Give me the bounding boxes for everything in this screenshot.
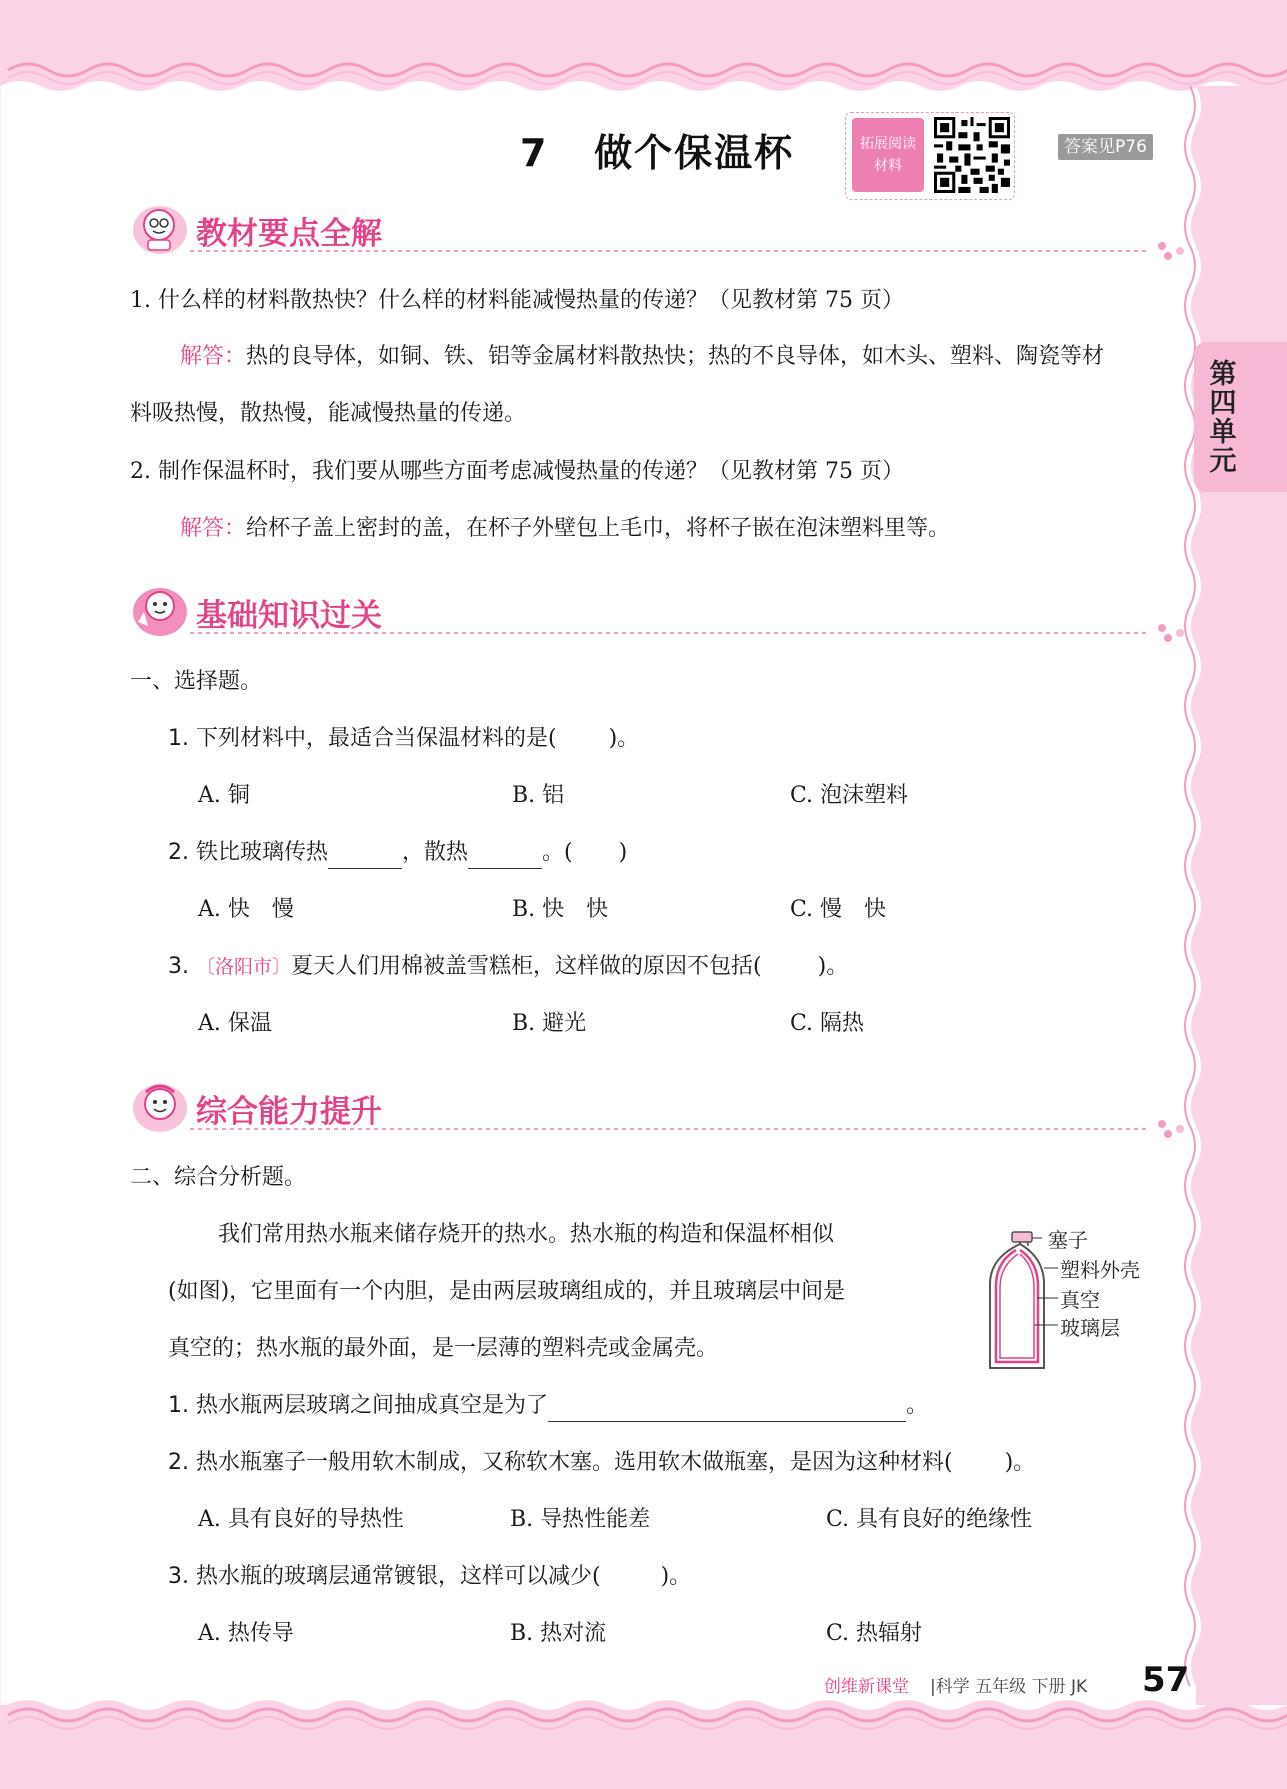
fill-blank[interactable] (548, 1391, 906, 1422)
part2-question-2 (168, 1448, 1035, 1478)
section-title: 教材要点全解 (196, 216, 382, 252)
option-b[interactable]: B. 导热性能差 (510, 1507, 651, 1532)
key-point-answer-2 (180, 514, 950, 544)
key-point-answer-1 (180, 342, 1104, 372)
question-number: 2. (168, 840, 189, 865)
option-b[interactable]: B. 避光 (512, 1011, 587, 1036)
option-b[interactable]: B. 铝 (512, 783, 565, 808)
answer-text: 热的良导体，如铜、铁、铝等金属材料散热快；热的不良导体，如木头、塑料、陶瓷等材 (246, 344, 1105, 369)
question-text: 热水瓶的玻璃层通常镀银，这样可以减少( (196, 1564, 601, 1589)
footer-book-info: |科学 五年级 下册 JK (930, 1677, 1088, 1697)
lesson-title (520, 122, 794, 177)
section-header-basics (130, 582, 1170, 642)
question-text: 热水瓶塞子一般用软木制成，又称软木塞。选用软木做瓶塞，是因为这种材料( (196, 1450, 953, 1475)
option-a[interactable]: A. 保温 (198, 1011, 272, 1036)
part1-heading-text: 一、选择题。 (130, 669, 263, 694)
label-vacuum: 真空 (1060, 1288, 1100, 1312)
qr-label-line2: 材料 (874, 158, 902, 174)
part2-question-1 (168, 1391, 928, 1422)
part2-passage-line-3: 真空的；热水瓶的最外面，是一层薄的塑料壳或金属壳。 (168, 1336, 719, 1361)
question-text: 热水瓶两层玻璃之间抽成真空是为了 (196, 1393, 549, 1418)
qr-code-icon[interactable] (934, 117, 1010, 193)
section-title: 综合能力提升 (196, 1094, 382, 1130)
key-point-answer-1-continued: 料吸热慢，散热慢，能减慢热量的传递。 (130, 401, 527, 426)
part2-heading (130, 1163, 306, 1193)
lesson-name: 做个保温杯 (594, 131, 795, 175)
part1-question-2 (168, 838, 627, 869)
option-c[interactable]: C. 隔热 (790, 1011, 865, 1036)
question-text: 下列材料中，最适合当保温材料的是( (196, 726, 557, 751)
region-tag: 〔洛阳市〕 (196, 956, 292, 978)
section-header-key-points (130, 200, 1170, 260)
option-c[interactable]: C. 热辐射 (826, 1621, 923, 1646)
question-text: 夏天人们用棉被盖雪糕柜，这样做的原因不包括( (291, 954, 762, 979)
part1-question-3 (168, 952, 848, 982)
mascot-icon (130, 200, 188, 256)
label-plastic-shell: 塑料外壳 (1060, 1258, 1140, 1282)
mascot-icon (130, 1078, 188, 1134)
section-header-comprehensive (130, 1078, 1170, 1138)
option-b[interactable]: B. 快 快 (512, 897, 609, 922)
answer-text: 给杯子盖上密封的盖，在杯子外壁包上毛巾，将杯子嵌在泡沫塑料里等。 (246, 516, 951, 541)
question-text-end: 。 (906, 1393, 929, 1418)
answer-reference-badge: 答案见P76 (1058, 134, 1153, 160)
option-a[interactable]: A. 热传导 (198, 1621, 294, 1646)
question-number: 3. (168, 1564, 189, 1589)
option-a[interactable]: A. 快 慢 (198, 897, 294, 922)
fill-blank[interactable] (468, 838, 542, 869)
answer-label: 解答： (180, 516, 247, 541)
question-number: 2. (168, 1450, 189, 1475)
question-text-end: )。 (660, 1564, 692, 1589)
label-glass-layer: 玻璃层 (1060, 1316, 1120, 1340)
footer-brand: 创维新课堂 (824, 1677, 909, 1697)
part1-heading (130, 667, 262, 697)
option-c[interactable]: C. 泡沫塑料 (790, 783, 909, 808)
lesson-header (0, 112, 1287, 202)
mascot-icon (130, 582, 188, 638)
question-text-end: )。 (817, 954, 849, 979)
option-c[interactable]: C. 具有良好的绝缘性 (826, 1507, 1033, 1532)
question-text: ，散热 (402, 840, 469, 865)
option-a[interactable]: A. 铜 (198, 783, 250, 808)
part2-question-3 (168, 1562, 691, 1592)
key-point-question-2: 2. 制作保温杯时，我们要从哪些方面考虑减慢热量的传递？（见教材第 75 页） (130, 459, 904, 484)
qr-label-line1: 拓展阅读 (860, 136, 916, 152)
question-text: 。( (542, 840, 573, 865)
question-number: 1. (168, 726, 189, 751)
page-number: 57 (1142, 1660, 1190, 1700)
qr-reading-box[interactable] (845, 112, 1015, 200)
option-a[interactable]: A. 具有良好的导热性 (198, 1507, 404, 1532)
unit-side-tab-label: 第四单元 (1209, 359, 1237, 477)
part1-question-1 (168, 724, 639, 754)
part2-passage-line-1: 我们常用热水瓶来储存烧开的热水。热水瓶的构造和保温杯相似 (218, 1222, 835, 1247)
unit-side-tab (1194, 342, 1287, 492)
question-number: 1. (168, 1393, 189, 1418)
part2-heading-text: 二、综合分析题。 (130, 1165, 307, 1190)
section-title: 基础知识过关 (196, 598, 382, 634)
label-stopper: 塞子 (1048, 1228, 1088, 1252)
qr-label (852, 118, 924, 192)
thermos-diagram (980, 1228, 1180, 1378)
option-b[interactable]: B. 热对流 (510, 1621, 607, 1646)
option-c[interactable]: C. 慢 快 (790, 897, 887, 922)
key-point-question-1: 1. 什么样的材料散热快？什么样的材料能减慢热量的传递？（见教材第 75 页） (130, 288, 904, 313)
part2-passage-line-2: (如图)，它里面有一个内胆，是由两层玻璃组成的，并且玻璃层中间是 (168, 1279, 846, 1304)
question-text-end: )。 (1004, 1450, 1036, 1475)
lesson-number: 7 (520, 131, 549, 175)
page-footer (820, 1660, 1200, 1700)
question-number: 3. (168, 954, 189, 979)
question-text: 铁比玻璃传热 (196, 840, 329, 865)
question-text-end: ) (618, 840, 628, 865)
answer-label: 解答： (180, 344, 247, 369)
fill-blank[interactable] (328, 838, 402, 869)
question-text-end: )。 (608, 726, 640, 751)
